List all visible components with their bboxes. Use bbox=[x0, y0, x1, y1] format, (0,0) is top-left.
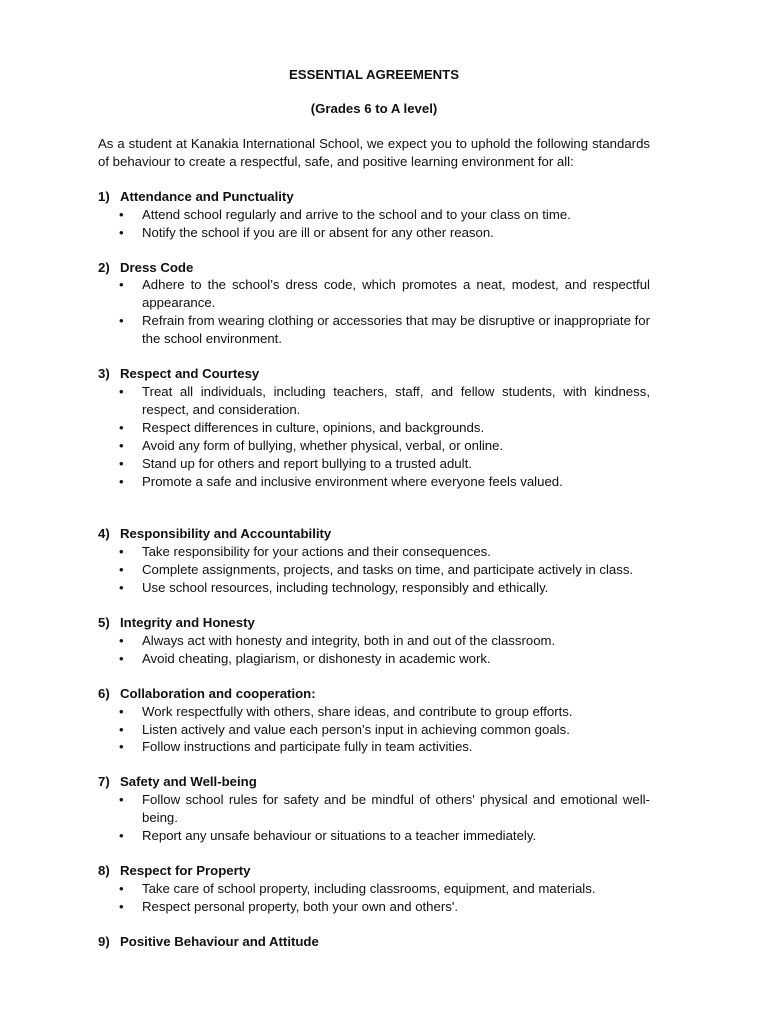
agreement-section bbox=[98, 773, 650, 845]
list-item bbox=[98, 276, 650, 312]
section-heading-text: Respect for Property bbox=[120, 863, 251, 878]
list-item-text: Work respectfully with others, share ideas, and contribute to group efforts. bbox=[142, 703, 573, 719]
list-item-text: Respect personal property, both your own and others'. bbox=[142, 898, 459, 914]
list-item bbox=[98, 312, 650, 348]
section-number: 5) bbox=[98, 615, 110, 631]
bullet-list bbox=[98, 543, 650, 597]
list-item bbox=[98, 543, 650, 561]
list-item bbox=[98, 827, 650, 845]
section-number: 2) bbox=[98, 259, 110, 275]
agreement-section bbox=[98, 525, 650, 597]
section-number: 1) bbox=[98, 188, 110, 204]
section-heading-text: Safety and Well-being bbox=[120, 774, 257, 790]
section-heading bbox=[98, 773, 650, 791]
list-item bbox=[98, 898, 650, 916]
agreement-section bbox=[98, 365, 650, 490]
section-number: 4) bbox=[98, 526, 110, 542]
list-item-text: Treat all individuals, including teachers, staff, and fellow students, with kindness, respect, and consideration. bbox=[142, 383, 650, 417]
agreement-section bbox=[98, 862, 650, 916]
section-heading-text: Collaboration and cooperation: bbox=[120, 685, 316, 701]
bullet-icon: • bbox=[119, 544, 124, 560]
bullet-icon: • bbox=[119, 455, 124, 471]
document-title: ESSENTIAL AGREEMENTS bbox=[289, 67, 459, 82]
bullet-icon: • bbox=[119, 313, 124, 329]
list-item bbox=[98, 419, 650, 437]
bullet-list bbox=[98, 791, 650, 845]
list-item-text: Take responsibility for your actions and their consequences. bbox=[142, 544, 491, 560]
list-item bbox=[98, 579, 650, 597]
section-heading-text: Integrity and Honesty bbox=[120, 615, 255, 631]
list-item-text: Adhere to the school’s dress code, which promotes a neat, modest, and respectful appearance. bbox=[142, 277, 650, 311]
section-number: 3) bbox=[98, 366, 110, 382]
list-item bbox=[98, 791, 650, 827]
bullet-list bbox=[98, 880, 650, 916]
list-item-text: Follow school rules for safety and be mindful of others' physical and emotional well-being. bbox=[142, 792, 650, 826]
list-item bbox=[98, 632, 650, 650]
bullet-icon: • bbox=[119, 580, 124, 596]
section-heading bbox=[98, 365, 650, 383]
document-subtitle: (Grades 6 to A level) bbox=[310, 101, 438, 116]
section-heading-text: Dress Code bbox=[120, 259, 194, 275]
section-heading bbox=[98, 933, 650, 951]
bullet-icon: • bbox=[119, 277, 124, 293]
section-number: 9) bbox=[98, 933, 110, 949]
agreement-section bbox=[98, 933, 650, 951]
bullet-icon: • bbox=[119, 562, 124, 578]
list-item-text: Follow instructions and participate fully in team activities. bbox=[142, 739, 473, 755]
list-item-text: Respect differences in culture, opinions, and backgrounds. bbox=[142, 419, 485, 435]
list-item bbox=[98, 455, 650, 473]
section-heading bbox=[98, 614, 650, 632]
bullet-list bbox=[98, 632, 650, 668]
section-heading bbox=[98, 685, 650, 703]
list-item-text: Complete assignments, projects, and tasks on time, and participate actively in class. bbox=[142, 562, 634, 578]
section-heading-text: Positive Behaviour and Attitude bbox=[120, 933, 319, 949]
list-item-text: Listen actively and value each person’s input in achieving common goals. bbox=[142, 721, 570, 737]
bullet-icon: • bbox=[119, 437, 124, 453]
list-item-text: Stand up for others and report bullying to a trusted adult. bbox=[142, 455, 472, 471]
bullet-icon: • bbox=[119, 898, 124, 914]
section-heading-text: Attendance and Punctuality bbox=[120, 188, 294, 204]
list-item bbox=[98, 206, 650, 224]
section-number: 7) bbox=[98, 774, 110, 790]
section-number: 8) bbox=[98, 863, 110, 878]
agreements-list bbox=[98, 188, 650, 951]
bullet-icon: • bbox=[119, 880, 124, 896]
list-item-text: Avoid any form of bullying, whether physical, verbal, or online. bbox=[142, 437, 504, 453]
list-item bbox=[98, 703, 650, 721]
list-item bbox=[98, 721, 650, 739]
bullet-icon: • bbox=[119, 383, 124, 399]
list-item-text: Use school resources, including technology, responsibly and ethically. bbox=[142, 580, 549, 596]
bullet-icon: • bbox=[119, 206, 124, 222]
bullet-icon: • bbox=[119, 473, 124, 489]
bullet-list bbox=[98, 383, 650, 490]
agreement-section bbox=[98, 188, 650, 242]
list-item bbox=[98, 473, 650, 491]
section-heading bbox=[98, 259, 650, 277]
intro-paragraph: As a student at Kanakia International School, we expect you to uphold the following standards of behaviour to create a respectful, safe, and positive learning environment for all: bbox=[98, 136, 650, 169]
list-item bbox=[98, 650, 650, 668]
list-item-text: Report any unsafe behaviour or situations to a teacher immediately. bbox=[142, 828, 537, 844]
bullet-icon: • bbox=[119, 419, 124, 435]
list-item-text: Refrain from wearing clothing or accessories that may be disruptive or inappropriate for the school environment. bbox=[142, 313, 650, 347]
section-heading bbox=[98, 188, 650, 206]
bullet-list bbox=[98, 206, 650, 242]
list-item-text: Always act with honesty and integrity, both in and out of the classroom. bbox=[142, 632, 556, 648]
bullet-icon: • bbox=[119, 792, 124, 808]
list-item bbox=[98, 437, 650, 455]
agreement-section bbox=[98, 685, 650, 757]
agreement-section bbox=[98, 259, 650, 349]
list-item bbox=[98, 224, 650, 242]
list-item bbox=[98, 383, 650, 419]
bullet-icon: • bbox=[119, 828, 124, 844]
list-item-text: Take care of school property, including classrooms, equipment, and materials. bbox=[142, 880, 596, 896]
list-item-text: Notify the school if you are ill or absent for any other reason. bbox=[142, 224, 494, 240]
list-item bbox=[98, 561, 650, 579]
section-number: 6) bbox=[98, 685, 110, 701]
section-heading-text: Respect and Courtesy bbox=[120, 366, 260, 382]
section-heading bbox=[98, 862, 650, 880]
section-heading bbox=[98, 525, 650, 543]
list-item-text: Attend school regularly and arrive to the school and to your class on time. bbox=[142, 206, 571, 222]
bullet-icon: • bbox=[119, 721, 124, 737]
bullet-list bbox=[98, 703, 650, 757]
list-item-text: Promote a safe and inclusive environment where everyone feels valued. bbox=[142, 473, 563, 489]
bullet-icon: • bbox=[119, 224, 124, 240]
bullet-icon: • bbox=[119, 739, 124, 755]
bullet-icon: • bbox=[119, 703, 124, 719]
document-page bbox=[98, 66, 650, 951]
bullet-icon: • bbox=[119, 632, 124, 648]
list-item bbox=[98, 880, 650, 898]
bullet-list bbox=[98, 276, 650, 348]
agreement-section bbox=[98, 614, 650, 668]
section-heading-text: Responsibility and Accountability bbox=[120, 526, 332, 542]
list-item bbox=[98, 738, 650, 756]
bullet-icon: • bbox=[119, 650, 124, 666]
list-item-text: Avoid cheating, plagiarism, or dishonesty in academic work. bbox=[142, 650, 491, 666]
